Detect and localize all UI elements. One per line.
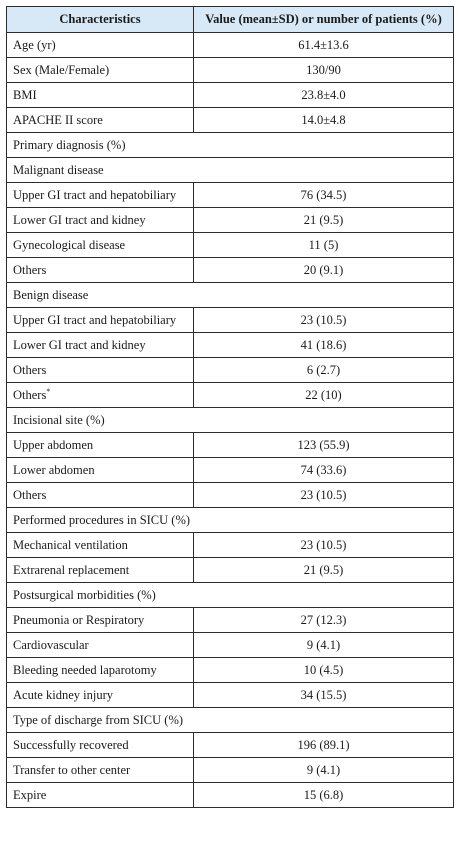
row-label: Upper GI tract and hepatobiliary	[13, 187, 177, 202]
row-label-cell	[7, 458, 194, 483]
row-value: 76 (34.5)	[194, 183, 454, 208]
row-label: Lower abdomen	[13, 462, 95, 477]
table-row	[7, 433, 454, 458]
row-value: 74 (33.6)	[194, 458, 454, 483]
row-label-cell	[7, 658, 194, 683]
footnote-marker: *	[46, 386, 51, 396]
table-row	[7, 108, 454, 133]
row-label: APACHE II score	[13, 112, 103, 127]
header-value: Value (mean±SD) or number of patients (%)	[194, 7, 454, 33]
table-row	[7, 258, 454, 283]
characteristics-table	[6, 6, 454, 808]
section-label: Primary diagnosis (%)	[7, 133, 454, 158]
row-label-cell	[7, 233, 194, 258]
table-row	[7, 183, 454, 208]
section-row	[7, 708, 454, 733]
row-value: 123 (55.9)	[194, 433, 454, 458]
row-label-cell	[7, 758, 194, 783]
row-label-cell	[7, 333, 194, 358]
row-label-cell	[7, 258, 194, 283]
row-label-cell	[7, 683, 194, 708]
row-value: 61.4±13.6	[194, 33, 454, 58]
row-value: 20 (9.1)	[194, 258, 454, 283]
row-value: 21 (9.5)	[194, 208, 454, 233]
row-label-cell	[7, 483, 194, 508]
row-label: Age (yr)	[13, 37, 56, 52]
table-row	[7, 58, 454, 83]
table-row	[7, 658, 454, 683]
row-label: Lower GI tract and kidney	[13, 212, 146, 227]
row-label: Gynecological disease	[13, 237, 126, 252]
table-row	[7, 733, 454, 758]
table-row	[7, 758, 454, 783]
row-label: Acute kidney injury	[13, 687, 113, 702]
section-label: Type of discharge from SICU (%)	[7, 708, 454, 733]
row-label: Transfer to other center	[13, 762, 131, 777]
table-row	[7, 33, 454, 58]
row-label-cell	[7, 308, 194, 333]
row-label: BMI	[13, 87, 37, 102]
row-label: Others	[13, 487, 47, 502]
row-value: 14.0±4.8	[194, 108, 454, 133]
row-label-cell	[7, 433, 194, 458]
table-row	[7, 483, 454, 508]
table-row	[7, 308, 454, 333]
row-value: 27 (12.3)	[194, 608, 454, 633]
section-row	[7, 283, 454, 308]
row-value: 130/90	[194, 58, 454, 83]
row-value: 21 (9.5)	[194, 558, 454, 583]
table-row	[7, 558, 454, 583]
table-row	[7, 458, 454, 483]
table-row	[7, 608, 454, 633]
row-label: Pneumonia or Respiratory	[13, 612, 145, 627]
section-label: Postsurgical morbidities (%)	[7, 583, 454, 608]
row-label: Successfully recovered	[13, 737, 129, 752]
table-body	[7, 33, 454, 808]
row-label: Mechanical ventilation	[13, 537, 128, 552]
row-label-cell	[7, 208, 194, 233]
row-value: 23 (10.5)	[194, 533, 454, 558]
section-row	[7, 158, 454, 183]
table-row	[7, 83, 454, 108]
row-value: 9 (4.1)	[194, 633, 454, 658]
table-row	[7, 683, 454, 708]
table-header	[7, 7, 454, 33]
row-label-cell	[7, 183, 194, 208]
row-label: Others	[13, 387, 47, 402]
section-row	[7, 408, 454, 433]
table-row	[7, 533, 454, 558]
section-label: Performed procedures in SICU (%)	[7, 508, 454, 533]
row-label: Upper abdomen	[13, 437, 94, 452]
header-row	[7, 7, 454, 33]
header-characteristics: Characteristics	[7, 7, 194, 33]
row-value: 196 (89.1)	[194, 733, 454, 758]
row-label: Cardiovascular	[13, 637, 89, 652]
table-row	[7, 783, 454, 808]
row-label: Sex (Male/Female)	[13, 62, 110, 77]
row-label: Extrarenal replacement	[13, 562, 130, 577]
row-value: 23.8±4.0	[194, 83, 454, 108]
row-label-cell	[7, 383, 194, 408]
row-label-cell	[7, 108, 194, 133]
row-label-cell	[7, 633, 194, 658]
row-label-cell	[7, 783, 194, 808]
table-row	[7, 208, 454, 233]
row-value: 41 (18.6)	[194, 333, 454, 358]
row-value: 9 (4.1)	[194, 758, 454, 783]
row-value: 10 (4.5)	[194, 658, 454, 683]
row-value: 11 (5)	[194, 233, 454, 258]
table-row	[7, 233, 454, 258]
row-label-cell	[7, 608, 194, 633]
section-row	[7, 508, 454, 533]
section-label: Incisional site (%)	[7, 408, 454, 433]
row-label-cell	[7, 533, 194, 558]
row-value: 22 (10)	[194, 383, 454, 408]
row-value: 23 (10.5)	[194, 308, 454, 333]
row-label: Upper GI tract and hepatobiliary	[13, 312, 177, 327]
section-label: Malignant disease	[7, 158, 454, 183]
row-label-cell	[7, 33, 194, 58]
row-value: 6 (2.7)	[194, 358, 454, 383]
row-label: Bleeding needed laparotomy	[13, 662, 157, 677]
row-label: Lower GI tract and kidney	[13, 337, 146, 352]
table-row	[7, 383, 454, 408]
table-row	[7, 358, 454, 383]
row-label-cell	[7, 733, 194, 758]
row-label: Others	[13, 262, 47, 277]
row-label-cell	[7, 58, 194, 83]
row-label-cell	[7, 558, 194, 583]
row-value: 23 (10.5)	[194, 483, 454, 508]
row-value: 15 (6.8)	[194, 783, 454, 808]
section-row	[7, 583, 454, 608]
table-row	[7, 333, 454, 358]
table-row	[7, 633, 454, 658]
section-row	[7, 133, 454, 158]
row-label: Others	[13, 362, 47, 377]
row-label-cell	[7, 358, 194, 383]
row-value: 34 (15.5)	[194, 683, 454, 708]
section-label: Benign disease	[7, 283, 454, 308]
row-label: Expire	[13, 787, 47, 802]
row-label-cell	[7, 83, 194, 108]
